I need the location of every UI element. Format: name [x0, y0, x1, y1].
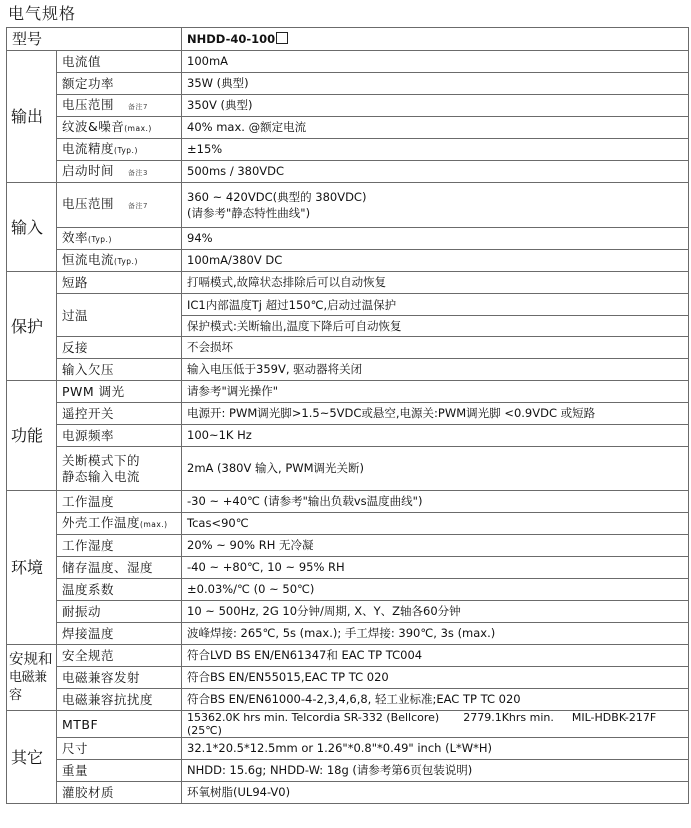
table-row	[7, 667, 689, 689]
table-row	[7, 601, 689, 623]
row-label: 短路	[57, 272, 182, 294]
row-value: 输入电压低于359V, 驱动器将关闭	[182, 359, 689, 381]
model-value-cell	[182, 28, 689, 51]
row-label-cell	[57, 95, 182, 117]
model-value: NHDD-40-100	[187, 32, 276, 46]
row-value-cell	[182, 183, 689, 228]
row-label: 效率	[62, 230, 89, 245]
row-value: -30 ~ +40℃ (请参考"输出负载vs温度曲线")	[182, 491, 689, 513]
row-value: 环氧树脂(UL94-V0)	[182, 782, 689, 804]
row-label-cell	[57, 228, 182, 250]
row-label: MTBF	[57, 711, 182, 738]
row-value-line2: 保护模式:关断输出,温度下降后可自动恢复	[187, 318, 402, 333]
table-row	[7, 381, 689, 403]
row-value: 360 ~ 420VDC(典型的 380VDC)	[187, 190, 367, 204]
row-sub: (Typ.)	[88, 235, 112, 244]
category-output: 输出	[7, 51, 57, 183]
row-label: 电源频率	[57, 425, 182, 447]
row-value: IC1内部温度Tj 超过150℃,启动过温保护	[182, 295, 688, 316]
row-value: 20% ~ 90% RH 无冷凝	[182, 535, 689, 557]
row-note: 备注7	[128, 202, 148, 210]
table-row	[7, 359, 689, 381]
row-sub: (Typ.)	[114, 257, 138, 266]
category-function: 功能	[7, 381, 57, 491]
row-value: Tcas<90℃	[182, 513, 689, 535]
table-row	[7, 95, 689, 117]
table-row	[7, 557, 689, 579]
row-value: 100~1K Hz	[182, 425, 689, 447]
row-value: 94%	[182, 228, 689, 250]
row-value-cell	[182, 711, 689, 738]
row-value: 不会损坏	[182, 337, 689, 359]
row-value: 350V (典型)	[182, 95, 689, 117]
row-label: 外壳工作温度	[62, 515, 141, 530]
row-value: 打嗝模式,故障状态排除后可以自动恢复	[182, 272, 689, 294]
row-sub: (Typ.)	[114, 146, 138, 155]
row-value: 符合LVD BS EN/EN61347和 EAC TP TC004	[182, 645, 689, 667]
row-value: 符合BS EN/EN55015,EAC TP TC 020	[182, 667, 689, 689]
row-label: PWM 调光	[57, 381, 182, 403]
row-label: 电压范围	[62, 196, 115, 211]
row-label: 焊接温度	[57, 623, 182, 645]
row-label: 电磁兼容抗扰度	[57, 689, 182, 711]
row-label: 恒流电流	[62, 252, 115, 267]
row-value: 波峰焊接: 265℃, 5s (max.); 手工焊接: 390℃, 3s (max.)	[182, 623, 689, 645]
category-environment: 环境	[7, 491, 57, 645]
table-row	[7, 711, 689, 738]
table-row	[7, 535, 689, 557]
row-label: 重量	[57, 760, 182, 782]
row-sub: (max.)	[140, 520, 168, 529]
row-value: 请参考"调光操作"	[182, 381, 689, 403]
row-label: 电流精度	[62, 141, 115, 156]
row-label-cell	[57, 117, 182, 139]
table-row	[7, 760, 689, 782]
category-protection: 保护	[7, 272, 57, 381]
row-label: 温度系数	[57, 579, 182, 601]
row-label: 过温	[57, 294, 182, 337]
mtbf-mil-standard: MIL-HDBK-217F (25℃)	[187, 711, 657, 737]
row-label-cell	[57, 183, 182, 228]
row-label-cell	[57, 250, 182, 272]
table-row	[7, 513, 689, 535]
category-line1: 安规和	[9, 651, 53, 668]
row-value: 100mA	[182, 51, 689, 73]
row-label: 关断模式下的	[62, 452, 141, 468]
table-row	[7, 51, 689, 73]
table-row	[7, 337, 689, 359]
row-value: 32.1*20.5*12.5mm or 1.26"*0.8"*0.49" inch (L*W*H)	[182, 738, 689, 760]
row-value: 10 ~ 500Hz, 2G 10分钟/周期, X、Y、Z轴各60分钟	[182, 601, 689, 623]
row-value: 符合BS EN/EN61000-4-2,3,4,6,8, 轻工业标准;EAC TP TC 020	[182, 689, 689, 711]
row-label: 尺寸	[57, 738, 182, 760]
row-label: 耐振动	[57, 601, 182, 623]
row-label: 反接	[57, 337, 182, 359]
row-label: 输入欠压	[57, 359, 182, 381]
table-row	[7, 623, 689, 645]
row-value: NHDD: 15.6g; NHDD-W: 18g (请参考第6页包装说明)	[182, 760, 689, 782]
mtbf-mil: 2779.1Khrs min.	[463, 711, 554, 724]
row-sub: (max.)	[124, 124, 152, 133]
row-label: 储存温度、湿度	[57, 557, 182, 579]
row-value: ±0.03%/℃ (0 ~ 50℃)	[182, 579, 689, 601]
category-other: 其它	[7, 711, 57, 804]
table-row	[7, 228, 689, 250]
table-row	[7, 117, 689, 139]
table-row	[7, 689, 689, 711]
row-label-cell	[57, 139, 182, 161]
row-label: 纹波&噪音	[62, 119, 125, 134]
page-title: 电气规格	[8, 4, 77, 23]
row-label: 遥控开关	[57, 403, 182, 425]
row-label-cell	[57, 161, 182, 183]
row-value: -40 ~ +80℃, 10 ~ 95% RH	[182, 557, 689, 579]
row-value: 2mA (380V 输入, PWM调光关断)	[182, 447, 689, 491]
category-safety-emc	[7, 645, 57, 711]
table-row	[7, 403, 689, 425]
row-value: 500ms / 380VDC	[182, 161, 689, 183]
row-label-line2: 静态输入电流	[62, 468, 141, 484]
table-row	[7, 447, 689, 491]
table-row	[7, 272, 689, 294]
row-label: 工作湿度	[57, 535, 182, 557]
model-label: 型号	[7, 28, 182, 51]
table-row	[7, 250, 689, 272]
row-value: ±15%	[182, 139, 689, 161]
category-input: 输入	[7, 183, 57, 272]
table-row	[7, 782, 689, 804]
model-variant-checkbox[interactable]	[276, 32, 288, 44]
table-row	[7, 579, 689, 601]
row-note: 备注3	[128, 168, 148, 177]
category-line2: 电磁兼容	[9, 669, 47, 703]
row-label: 电压范围	[62, 96, 115, 112]
table-row	[7, 425, 689, 447]
row-note: 备注7	[128, 102, 148, 111]
table-row	[7, 645, 689, 667]
mtbf-telcordia: 15362.0K hrs min. Telcordia SR-332 (Bellcore)	[187, 711, 440, 724]
row-label: 电磁兼容发射	[57, 667, 182, 689]
row-label: 安全规范	[57, 645, 182, 667]
row-label: 工作温度	[57, 491, 182, 513]
table-row	[7, 294, 689, 337]
row-label-cell	[57, 513, 182, 535]
table-row	[7, 491, 689, 513]
model-row	[7, 28, 689, 51]
row-label: 电流值	[57, 51, 182, 73]
table-row	[7, 73, 689, 95]
table-row	[7, 139, 689, 161]
row-value: 100mA/380V DC	[182, 250, 689, 272]
row-label: 灌胶材质	[57, 782, 182, 804]
row-value: 电源开: PWM调光脚>1.5~5VDC或悬空,电源关:PWM调光脚 <0.9VDC 或短路	[182, 403, 689, 425]
spec-table	[6, 27, 689, 804]
row-label: 启动时间	[62, 162, 115, 178]
row-label-cell	[57, 447, 182, 491]
row-value-line2: (请参考"静态特性曲线")	[187, 206, 311, 220]
row-value: 40% max. @额定电流	[182, 117, 689, 139]
row-label: 额定功率	[57, 73, 182, 95]
row-value: 35W (典型)	[182, 73, 689, 95]
table-row	[7, 738, 689, 760]
row-value-cell	[182, 294, 689, 337]
table-row	[7, 183, 689, 228]
table-row	[7, 161, 689, 183]
